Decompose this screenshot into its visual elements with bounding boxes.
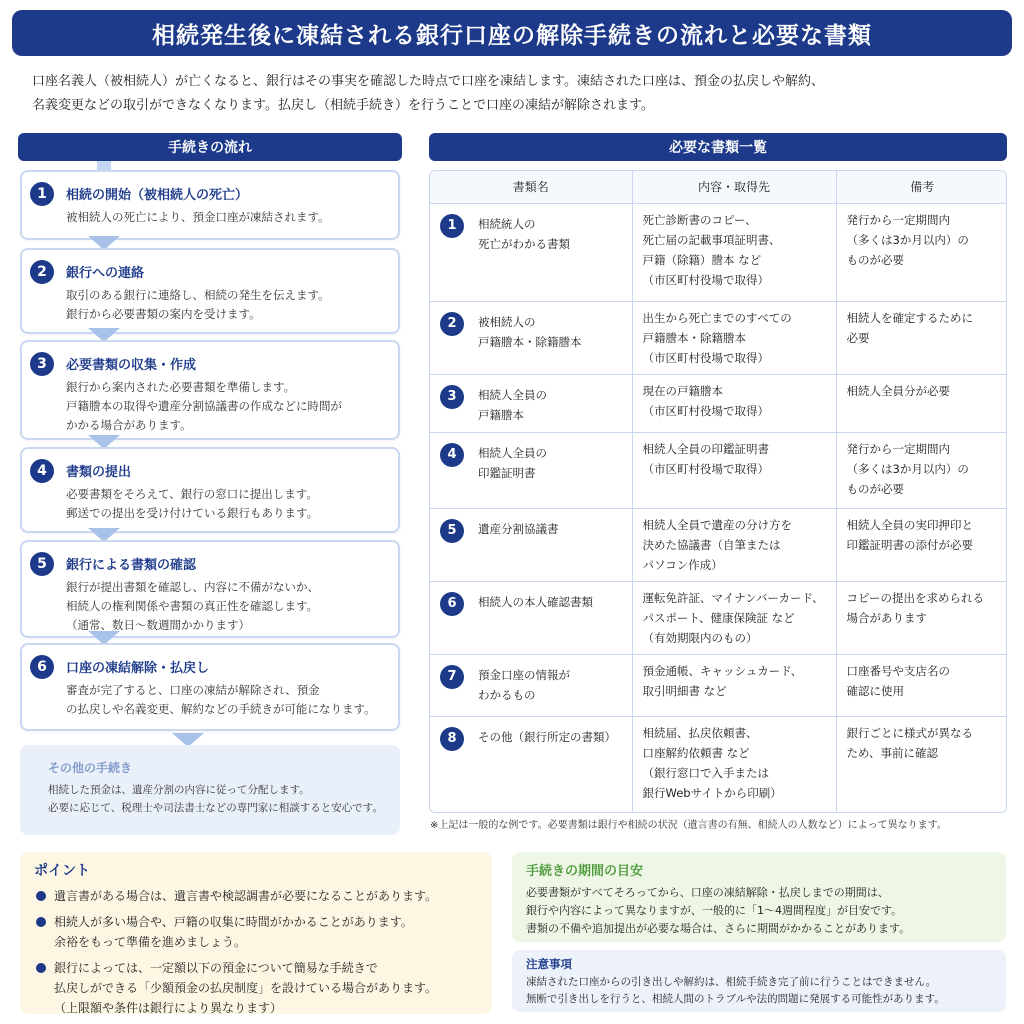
document-name-line: 遺産分割協議書 [478,521,559,536]
document-content-line: 銀行Webサイトから印刷） [642,785,782,800]
document-note-line: 必要 [846,330,870,345]
step-title: 口座の凍結解除・払戻し [66,661,210,676]
document-note-line: 確認に使用 [846,683,904,698]
document-content-line: 戸籍（除籍）謄本 など [642,252,762,267]
step-body-line: 必要書類をそろえて、銀行の窓口に提出します。 [66,487,318,501]
document-name [478,592,622,612]
document-name [478,665,622,705]
flow-step [20,540,400,638]
caution-title: 注意事項 [526,957,572,971]
flow-step [20,170,400,240]
document-content-line: （有効期限内のもの） [642,630,758,645]
step-number: 2 [30,260,54,284]
point-box [20,852,492,1014]
point-item [36,958,486,1018]
document-note-cell [836,716,1007,812]
other-line-2: 必要に応じて、税理士や司法書士などの専門家に相談すると安心です。 [48,802,383,814]
period-title: 手続きの期間の目安 [526,864,644,879]
document-content-line: 相続人全員の印鑑証明書 [642,441,769,456]
column-header-name: 書類名 [430,171,632,203]
step-body-line: かかる場合があります。 [66,418,192,432]
other-procedures-box [20,745,400,835]
document-content-cell [632,432,836,508]
document-note-cell [836,432,1007,508]
document-name [478,385,622,425]
document-content-line: （市区町村役場で取得） [642,272,769,287]
step-number: 4 [30,459,54,483]
step-body-line: の払戻しや名義変更、解約などの手続きが可能になります。 [66,702,376,716]
document-name-cell [430,581,632,654]
step-body-line: 被相続人の死亡により、預金口座が凍結されます。 [66,210,330,224]
document-content-line: 現在の戸籍謄本 [642,383,723,398]
document-name [478,519,622,539]
step-title: 書類の提出 [66,465,132,480]
document-content-line: 相続届、払戻依頼書、 [642,725,758,740]
document-note-line: ものが必要 [846,481,904,496]
document-content-line: （市区町村役場で取得） [642,403,769,418]
document-note-line: （多くは3か月以内）の [846,461,969,476]
document-note-line: （多くは3か月以内）の [846,232,969,247]
documents-footnote: ※上記は一般的な例です。必要書類は銀行や相続の状況（遺言書の有無、相続人の人数など）によって異なります。 [430,820,947,831]
document-content-line: 決めた協議書（自筆または [642,537,781,552]
document-note-line: 発行から一定期間内 [846,441,950,456]
table-row [430,508,1007,581]
row-number: 5 [440,519,464,543]
flow-header: 手続きの流れ [18,133,402,161]
intro-line-1: 口座名義人（被相続人）が亡くなると、銀行はその事実を確認した時点で口座を凍結します。凍結された口座は、預金の払戻しや解約、 [32,74,824,89]
point-list [36,886,486,1024]
document-name [478,312,622,352]
step-body [66,485,396,523]
document-content-line: 戸籍謄本・除籍謄本 [642,330,746,345]
document-name [478,443,622,483]
step-body [66,681,396,719]
bullet-icon [36,963,46,973]
caution-body [526,974,1001,1008]
point-item-line: 余裕をもって準備を進めましょう。 [54,935,247,949]
row-number: 4 [440,443,464,467]
document-content-line: 預金通帳、キャッシュカード、 [642,663,803,678]
document-name [478,214,622,254]
document-content-cell [632,508,836,581]
period-line-3: 書類の不備や追加提出が必要な場合は、さらに期間がかかることがあります。 [526,922,911,935]
point-item-line: 銀行によっては、一定額以下の預金について簡易な手続きで [54,961,378,975]
step-body [66,286,396,324]
document-note-line: 口座番号や支店名の [846,663,950,678]
document-name-cell [430,374,632,432]
step-title: 相続の開始（被相続人の死亡） [66,188,249,203]
other-procedures-title: その他の手続き [48,761,133,775]
document-note-line: 相続人全員の実印押印と [846,517,973,532]
document-name-cell [430,432,632,508]
step-body [66,578,396,635]
table-header-row [430,171,1007,203]
row-number: 6 [440,592,464,616]
bullet-icon [36,917,46,927]
row-number: 8 [440,727,464,751]
table-row [430,203,1007,301]
document-note-cell [836,508,1007,581]
step-number: 3 [30,352,54,376]
document-content-cell [632,581,836,654]
document-name-line: 戸籍謄本 [478,407,524,422]
page-title: 相続発生後に凍結される銀行口座の解除手続きの流れと必要な書類 [12,10,1012,56]
document-content-cell [632,301,836,374]
step-title: 銀行への連絡 [66,266,145,281]
document-name [478,727,622,747]
document-content-cell [632,716,836,812]
step-body-line: 審査が完了すると、口座の凍結が解除され、預金 [66,683,320,697]
document-name-cell [430,301,632,374]
document-content-line: 口座解約依頼書 など [642,745,750,760]
other-line-1: 相続した預金は、遺産分割の内容に従って分配します。 [48,784,310,796]
document-content-line: 死亡診断書のコピー、 [642,212,757,227]
step-body [66,208,396,227]
document-note-cell [836,581,1007,654]
step-body-line: 相続人の権利関係や書類の真正性を確認します。 [66,599,319,613]
table-row [430,301,1007,374]
point-item [36,886,486,906]
step-body-line: 銀行から案内された必要書類を準備します。 [66,380,296,394]
step-title: 銀行による書類の確認 [66,558,197,573]
documents-header: 必要な書類一覧 [429,133,1007,161]
caution-box [512,950,1006,1012]
document-content-line: パスポート、健康保険証 など [642,610,795,625]
document-note-line: 相続人全員分が必要 [846,383,950,398]
step-body [66,378,396,435]
point-item-line: 遺言書がある場合は、遺言書や検認調書が必要になることがあります。 [54,889,438,903]
row-number: 2 [440,312,464,336]
column-header-note: 備考 [836,171,1007,203]
row-number: 3 [440,385,464,409]
document-name-line: 死亡がわかる書類 [478,236,570,251]
document-content-line: （市区町村役場で取得） [642,350,769,365]
document-name-cell [430,716,632,812]
point-item-line: 相続人が多い場合や、戸籍の収集に時間がかかることがあります。 [54,915,413,929]
document-note-line: 場合があります [846,610,927,625]
table-row [430,581,1007,654]
document-content-line: （銀行窓口で入手または [642,765,769,780]
period-body [526,884,996,938]
step-number: 6 [30,655,54,679]
document-name-line: 相続人全員の [478,387,547,402]
step-body-line: 銀行から必要書類の案内を受けます。 [66,307,261,321]
period-line-1: 必要書類がすべてそろってから、口座の凍結解除・払戻しまでの期間は、 [526,886,889,899]
step-number: 5 [30,552,54,576]
document-name-line: 相続人の本人確認書類 [478,594,593,609]
document-content-cell [632,654,836,716]
document-content-cell [632,203,836,301]
document-note-cell [836,374,1007,432]
document-note-line: 銀行ごとに様式が異なる [846,725,973,740]
step-body-line: 銀行が提出書類を確認し、内容に不備がないか、 [66,580,319,594]
step-number: 1 [30,182,54,206]
document-name-line: 被相続人の [478,314,536,329]
document-note-line: 発行から一定期間内 [846,212,950,227]
document-note-cell [836,654,1007,716]
document-name-line: 相続統人の [478,216,536,231]
row-number: 1 [440,214,464,238]
document-content-line: 運転免許証、マイナンバーカード、 [642,590,824,605]
document-content-line: パソコン作成） [642,557,723,572]
document-content-line: 取引明細書 など [642,683,727,698]
flow-step [20,643,400,731]
table-row [430,716,1007,812]
document-note-cell [836,301,1007,374]
column-header-content: 内容・取得先 [632,171,836,203]
step-body-line: 取引のある銀行に連絡し、相続の発生を伝えます。 [66,288,330,302]
flow-step [20,248,400,334]
step-body-line: （通常、数日〜数週間かかります） [66,618,250,632]
row-number: 7 [440,665,464,689]
document-name-line: 戸籍謄本・除籍謄本 [478,334,582,349]
intro-line-2: 名義変更などの取引ができなくなります。払戻し（相続手続き）を行うことで口座の凍結が解除されます。 [32,98,654,113]
document-name-cell [430,654,632,716]
point-item [36,912,486,952]
flow-step [20,340,400,440]
table-row [430,654,1007,716]
other-procedures-body [48,781,393,817]
document-note-cell [836,203,1007,301]
document-content-line: 相続人全員で遺産の分け方を [642,517,792,532]
document-name-line: 預金口座の情報が [478,667,570,682]
document-note-line: ため、事前に確認 [846,745,939,760]
document-name-line: 相続人全員の [478,445,547,460]
period-box [512,852,1006,942]
document-note-line: 相続人を確定するために [846,310,973,325]
document-content-line: 死亡届の記載事項証明書、 [642,232,781,247]
document-name-cell [430,508,632,581]
point-item-line: （上限額や条件は銀行により異なります） [54,1001,283,1015]
caution-line-2: 無断で引き出しを行うと、相続人間のトラブルや法的問題に発展する可能性があります。 [526,993,945,1005]
table-row [430,432,1007,508]
document-note-line: コピーの提出を求められる [846,590,985,605]
flow-step [20,447,400,533]
step-body-line: 郵送での提出を受け付けている銀行もあります。 [66,506,319,520]
point-title: ポイント [34,863,90,879]
bullet-icon [36,891,46,901]
step-title: 必要書類の収集・作成 [66,358,197,373]
document-note-line: ものが必要 [846,252,904,267]
step-body-line: 戸籍謄本の取得や遺産分割協議書の作成などに時間が [66,399,342,413]
document-name-line: その他（銀行所定の書類） [478,729,616,744]
intro-text [32,70,992,118]
point-item-line: 払戻しができる「少額預金の払戻制度」を設けている場合があります。 [54,981,438,995]
table-row [430,374,1007,432]
caution-line-1: 凍結された口座からの引き出しや解約は、相続手続き完了前に行うことはできません。 [526,976,937,988]
document-name-line: わかるもの [478,687,536,702]
document-content-cell [632,374,836,432]
document-name-line: 印鑑証明書 [478,465,536,480]
period-line-2: 銀行や内容によって異なりますが、一般的に「1〜4週間程度」が目安です。 [526,904,903,917]
document-content-line: 出生から死亡までのすべての [642,310,792,325]
document-content-line: （市区町村役場で取得） [642,461,769,476]
document-note-line: 印鑑証明書の添付が必要 [846,537,973,552]
document-name-cell [430,203,632,301]
documents-table [429,170,1007,813]
